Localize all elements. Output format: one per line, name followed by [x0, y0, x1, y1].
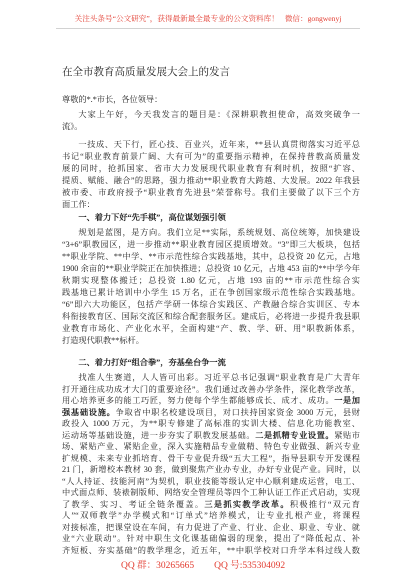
text-line — [62, 487, 360, 499]
overview-paragraph — [62, 139, 360, 211]
text-run: “6”即六大功能区，包括产学研一体综合实践区、产教融合综合实训区、专本 — [62, 300, 360, 309]
text-line — [62, 139, 360, 151]
text-run: 流》。 — [62, 122, 83, 131]
text-line — [62, 430, 360, 442]
text-run: 政投入 1000 万元，为**职专修建了高标准的实训大楼、信息化功能教室、 — [62, 419, 360, 428]
text-run: 业“六业联动”。针对中职生文化课基础偏弱的现象，提出了“降低起点、补 — [62, 534, 360, 543]
text-line — [62, 372, 360, 384]
text-run: 提质、赋能、融合”的思路，强力推动**职业教育大跨越、大发展。2022 年我县 — [62, 176, 360, 185]
section-1-paragraph — [62, 227, 360, 347]
text-run: 争取省中职名校建设项目，对口扶持国家资金 3000 万元，县财 — [115, 407, 360, 417]
text-line — [62, 476, 360, 488]
text-line — [62, 239, 360, 251]
text-run: 对接标准，把课堂设在车间，有力促进了产业、行业、企业、职业、专业、就 — [62, 522, 360, 532]
text-line — [62, 275, 360, 287]
text-line — [62, 251, 360, 263]
text-run: 被市委、市政府授予“职业教育先进县”荣誉称号。我们主要做了以下三个方 — [62, 188, 360, 197]
text-run: 书记“职业教育前景广阔、大有可为”的重要指示精神，在保持普教高质量发 — [62, 152, 360, 161]
promo-notice: 关注头条号“公文研究”，获得最新最全最专业的公文资料库！ — [74, 14, 279, 23]
wechat-id: 微信：gongwenyj — [284, 14, 342, 23]
text-run: 人”“双师教学”办学模式和“订单式”培养模式，让专业扎根产业，将课程 — [62, 511, 360, 520]
text-run: “3+6”职教园区，进一步推动**职业教育园区提质增效。“3”即三大板块，包括 — [62, 240, 360, 249]
text-run: 运动场等基础设施，进一步夯实了职教发展基础。 — [62, 430, 256, 440]
text-run: 践基地已累计培训中小学生 15 万名，正在争创国家级示范性综合实践基地。 — [62, 288, 360, 297]
text-line — [62, 418, 360, 430]
section-2-paragraph — [62, 372, 360, 556]
text-run: 场、紧贴产业、紧贴企业，深入实施精品专业做精、特色专业做强、新兴专业 — [62, 442, 360, 451]
text-line — [62, 464, 360, 476]
text-line — [62, 299, 360, 311]
text-run: 业教育市场化、产业化水平，全面构建“产、教、学、研、用”职教新体系， — [62, 324, 360, 333]
text-run: 中式面点师、装裱制版师、网络安全管理员等四个工种认证工作正式启动，实现 — [62, 488, 360, 497]
text-line — [62, 199, 360, 211]
text-run: **职业学院、**中学、**市示范性综合实践基地，其中，总投资 20 亿元，占地 — [62, 252, 360, 261]
emphasis-text: 一是加 — [334, 396, 360, 405]
text-line — [62, 151, 360, 163]
text-run: 了教学、实习、考证全链条覆盖。 — [62, 499, 205, 509]
text-line — [62, 175, 360, 187]
text-run: 展的同时，抢抓国家、省市大力发展现代职业教育有利时机，按照“扩容、 — [62, 164, 360, 173]
text-run: 齐短板、夯实基础”的教学理念，近五年，**中职学校对口升学本科过线人数 — [62, 545, 360, 555]
contact-footer — [121, 559, 285, 573]
emphasis-text: 二是抓精专业设置。 — [255, 430, 335, 440]
qq-group: QQ 群：30265665 — [121, 561, 195, 571]
text-run: 积极推行“双元育 — [289, 499, 360, 509]
text-line — [62, 384, 360, 396]
text-run: 用心培养更多的能工巧匠，努力使每个学生都能够成长、成才、成功。 — [62, 396, 335, 405]
text-line — [62, 395, 360, 407]
text-run: 21 门，新增校本教材 30 套，做到聚焦产业办专业，办好专业促产业。同时，以 — [62, 465, 360, 474]
text-run: “人人持证、技能河南”为契机，职业技能等级认定中心顺利建成运营，电工、 — [62, 476, 360, 486]
text-line — [62, 311, 360, 323]
text-line — [62, 187, 360, 199]
emphasis-text: 强基础设施。 — [62, 407, 116, 417]
text-line — [62, 533, 360, 545]
section-1-heading: 一、着力下好“先手棋”，高位谋划强引领 — [78, 213, 226, 222]
text-run: 大家上午好，今天我发言的题目是：《深耕职教担使命，高效突破争一 — [78, 110, 360, 119]
text-run: 规划是蓝图，是方向。我们立足**实际，系统规划、高位统筹，加快建设 — [78, 228, 360, 237]
text-run: 紧贴市 — [334, 430, 360, 440]
text-line — [62, 441, 360, 453]
text-line — [62, 453, 360, 465]
text-line — [62, 407, 360, 419]
text-line — [62, 263, 360, 275]
text-line — [62, 323, 360, 335]
text-line — [62, 109, 360, 121]
text-run: 1900 余亩的**职业学院正在加快推进；总投资 10 亿元，占地 453 亩的**中学今年 — [62, 264, 360, 273]
text-run: 面工作： — [62, 200, 95, 209]
document-title: 在全市教育高质量发展大会上的发言 — [62, 67, 230, 78]
text-line — [62, 510, 360, 522]
promo-header — [56, 10, 360, 29]
emphasis-text: 三是抓实教学改革。 — [204, 499, 290, 509]
text-run: 打开通往成功成才大门的重要途径”。我们通过改善办学条件，深化教学改革， — [62, 384, 360, 394]
text-run: 一技成、天下行，匠心技、百业兴，近年来，**县认真贯彻落实习近平总 — [78, 140, 360, 149]
section-2-heading: 二、着力打好“组合拳”，夯基垒台争一流 — [78, 358, 226, 367]
text-line — [62, 499, 360, 511]
text-line — [62, 545, 360, 557]
text-line — [62, 335, 360, 347]
text-run: 秋期实现整体搬迁；总投资 1.80 亿元，占地 193 亩的**市示范性综合实 — [62, 276, 360, 285]
text-run: 找准人生赛道，人人皆可出彩。习近平总书记强调“职业教育是广大青年 — [78, 373, 360, 382]
qq-number: QQ 号:535304092 — [214, 561, 286, 571]
text-run: 打造现代职教**标杆。 — [62, 336, 144, 345]
text-line — [62, 287, 360, 299]
opening-paragraph — [62, 109, 360, 133]
text-line — [62, 163, 360, 175]
text-run: 扩规模、未来专业抓培育、骨干专业促升级“五大工程”，指导县职专开发课程 — [62, 453, 360, 463]
text-line — [62, 522, 360, 534]
text-run: 科衔接教育区、国际交流区和综合配套服务区。建成后，必将进一步提升我县职 — [62, 312, 360, 321]
salutation: 尊敬的*.*市长，各位领导： — [62, 95, 163, 104]
text-line — [62, 227, 360, 239]
text-line — [62, 121, 360, 133]
